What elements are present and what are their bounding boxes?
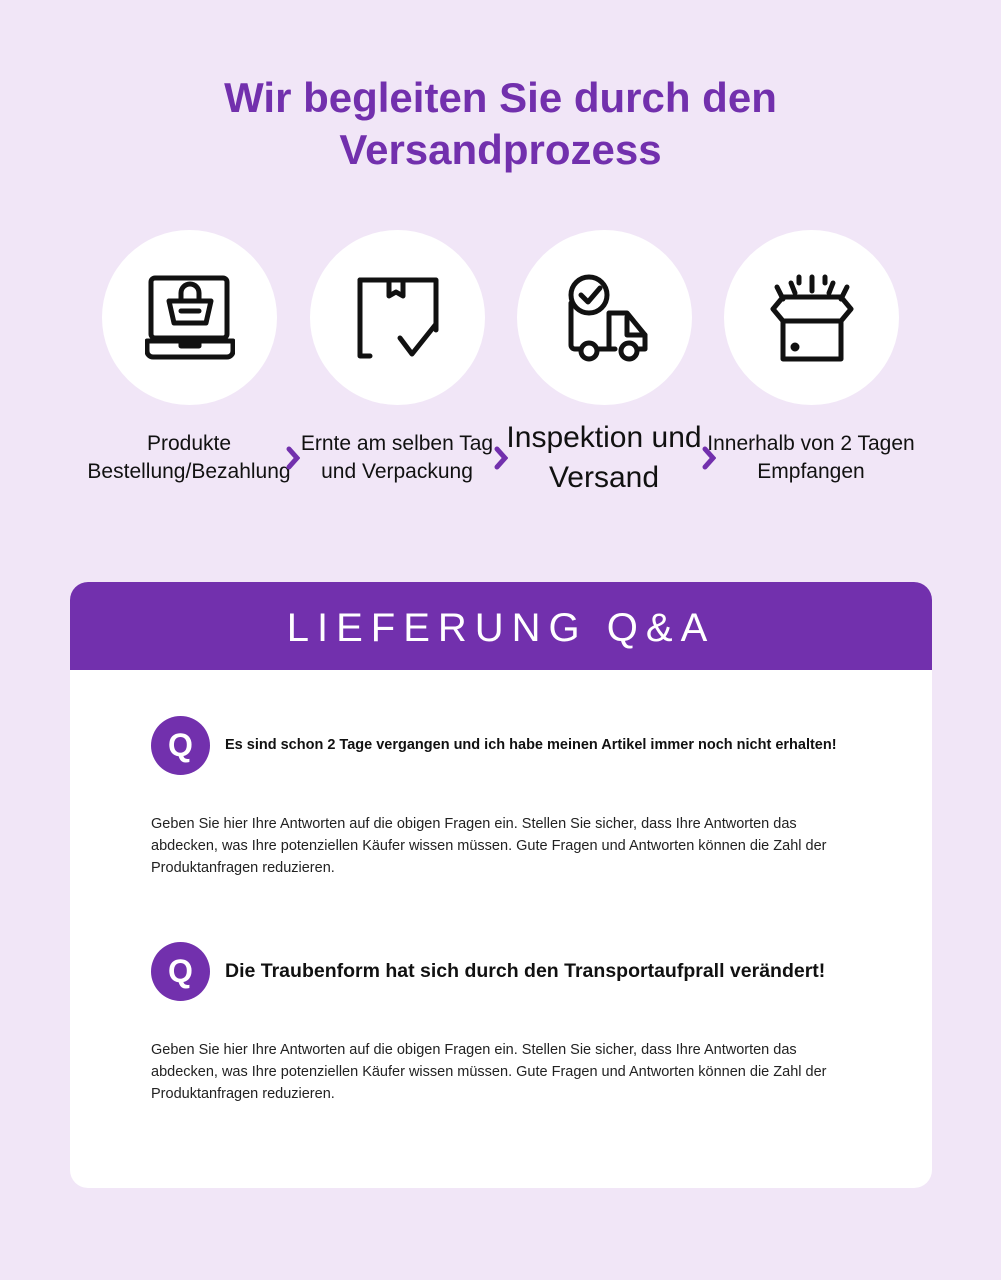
step-2-label: Ernte am selben Tag und Verpackung	[300, 432, 494, 483]
title-line-1: Wir begleiten Sie durch den	[224, 74, 777, 121]
answer-text: Geben Sie hier Ihre Antworten auf die obigen Fragen ein. Stellen Sie sicher, dass Ihre Antworten das abdecken, was Ihre potenziellen Käufer wissen müssen. Gute Fragen und Antworten können die Zahl der Produktanfragen reduzieren.	[151, 816, 827, 876]
qa-header: LIEFERUNG Q&A	[70, 582, 932, 670]
open-box-icon	[769, 273, 855, 363]
page-title	[0, 72, 1001, 176]
delivery-truck-check-icon	[559, 273, 651, 363]
question-text: Es sind schon 2 Tage vergangen und ich habe meinen Artikel immer noch nicht erhalten!	[225, 737, 837, 753]
step-2-circle	[310, 230, 485, 405]
step-3-circle	[517, 230, 692, 405]
question-text: Die Traubenform hat sich durch den Transportaufprall verändert!	[225, 960, 826, 982]
qa-card	[70, 582, 932, 1188]
laptop-shopping-bag-icon	[145, 275, 235, 361]
step-4-circle	[724, 230, 899, 405]
chevron-right-icon	[286, 446, 300, 470]
answer-text: Geben Sie hier Ihre Antworten auf die obigen Fragen ein. Stellen Sie sicher, dass Ihre Antworten das abdecken, was Ihre potenziellen Käufer wissen müssen. Gute Fragen und Antworten können die Zahl der Produktanfragen reduzieren.	[151, 1042, 827, 1102]
step-1-label: Produkte Bestellung/Bezahlung	[87, 432, 291, 483]
title-line-2: Versandprozess	[339, 126, 662, 173]
package-check-icon	[356, 276, 440, 360]
q-badge: Q	[151, 942, 210, 1001]
step-1-circle	[102, 230, 277, 405]
step-4-label: Innerhalb von 2 Tagen Empfangen	[707, 432, 915, 483]
chevron-right-icon	[702, 446, 716, 470]
q-badge: Q	[151, 716, 210, 775]
chevron-right-icon	[494, 446, 508, 470]
step-3-label: Inspektion und Versand	[506, 421, 702, 494]
